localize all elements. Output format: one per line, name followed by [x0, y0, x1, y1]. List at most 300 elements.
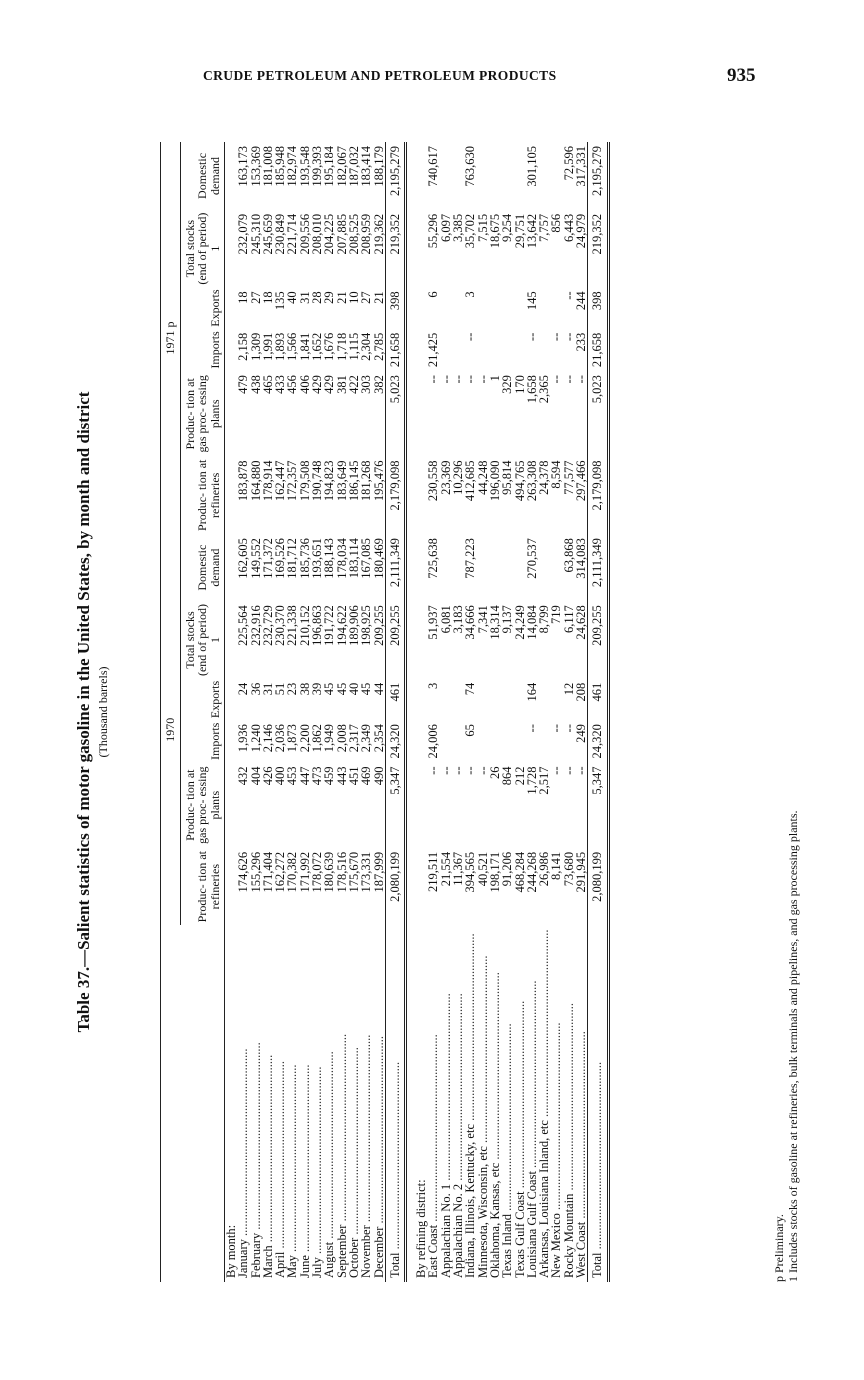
cell: 178,072	[310, 851, 325, 893]
cell	[477, 534, 489, 601]
cell: 208,010	[310, 213, 325, 255]
leader-dots: ............................................................	[260, 1054, 275, 1246]
cell	[440, 720, 452, 762]
cell: 36	[248, 682, 263, 696]
cell: 1,652	[310, 332, 325, 361]
cell	[489, 287, 501, 328]
month-section-heading-label: By month:	[224, 1224, 238, 1278]
cell: 6,081	[438, 605, 453, 634]
cell: 185,948	[273, 146, 288, 187]
row-label-text: January	[236, 1239, 251, 1278]
cell: 91,206	[500, 851, 515, 887]
cell: 6,117	[561, 605, 576, 633]
cell: --	[426, 766, 441, 775]
cell: 232,729	[260, 605, 275, 646]
column-header: Domestic demand	[180, 534, 225, 601]
cell: --	[524, 724, 539, 733]
cell	[538, 287, 550, 328]
cell: 21	[371, 291, 386, 304]
row-label-text: September	[334, 1224, 349, 1278]
cell: 317,331	[574, 146, 589, 187]
district-section-heading-label: By refining district:	[414, 1179, 429, 1278]
leader-dots: ............................................................	[561, 1003, 576, 1194]
cell: --	[463, 766, 478, 775]
cell: --	[475, 375, 490, 384]
cell	[440, 287, 452, 328]
cell: 1,309	[248, 332, 263, 361]
cell: 164,880	[248, 460, 263, 502]
row-label-text: August	[322, 1241, 337, 1278]
cell: 44,248	[475, 460, 490, 495]
cell: --	[549, 375, 564, 384]
cell	[489, 329, 501, 371]
cell: 163,173	[236, 146, 251, 187]
cell: 45	[359, 682, 374, 696]
row-label	[385, 925, 405, 1282]
cell: 245,659	[260, 213, 275, 255]
cell: 1,566	[285, 332, 300, 361]
cell	[514, 679, 526, 720]
cell: 185,736	[297, 538, 312, 579]
cell	[489, 534, 501, 601]
cell: 400	[273, 766, 288, 786]
cell: 490	[371, 766, 386, 786]
row-label-text: February	[248, 1232, 263, 1278]
cell: 181,712	[285, 538, 300, 579]
leader-dots: ............................................................	[549, 1022, 564, 1214]
row-label-text: December	[371, 1226, 386, 1278]
cell: 181,268	[359, 460, 374, 502]
leader-dots: ............................................................	[451, 993, 466, 1184]
cell: 2,080,199	[385, 848, 405, 926]
cell: --	[451, 766, 466, 775]
row-label-text: New Mexico	[549, 1213, 564, 1278]
cell: 28	[310, 291, 325, 304]
cell: 1	[487, 375, 502, 382]
cell: 26	[487, 766, 502, 779]
leader-dots: ............................................................	[346, 1047, 361, 1238]
cell: 8,594	[549, 460, 564, 489]
cell: 244,268	[524, 851, 539, 893]
column-header: Produc- tion at gas proc- essing plants	[180, 763, 225, 848]
cell: 2,080,199	[588, 848, 608, 926]
cell: --	[463, 332, 478, 342]
cell: 51,937	[426, 605, 441, 640]
cell: 3,183	[451, 605, 466, 634]
cell: 787,223	[463, 538, 478, 579]
row-label-text: East Coast	[426, 1224, 441, 1278]
cell: 170	[512, 375, 527, 394]
cell	[440, 142, 452, 210]
cell: 24,249	[512, 605, 527, 640]
cell: 422	[346, 375, 361, 394]
cell: 174,626	[236, 851, 251, 893]
row-label-text: July	[310, 1257, 325, 1278]
cell	[550, 287, 562, 328]
cell: 740,617	[426, 146, 441, 187]
leader-dots: ............................................................	[590, 1061, 605, 1253]
cell: 11,367	[451, 851, 466, 886]
year-header-1970: 1970	[161, 534, 181, 925]
stub-header	[161, 925, 181, 1282]
cell	[514, 142, 526, 210]
cell: 12	[561, 682, 576, 696]
cell	[440, 534, 452, 601]
cell: 34,666	[463, 605, 478, 640]
cell: 763,630	[463, 146, 478, 187]
leader-dots: ............................................................	[285, 1064, 300, 1256]
cell: 24,979	[574, 213, 589, 249]
cell	[501, 287, 513, 328]
cell: 188,179	[371, 146, 386, 187]
cell: 433	[273, 375, 288, 394]
cell	[501, 534, 513, 601]
cell: 233	[574, 332, 589, 352]
cell: 194,823	[322, 460, 337, 502]
cell: 189,906	[346, 605, 361, 646]
cell: 301,105	[524, 146, 539, 187]
cell: 429	[310, 375, 325, 394]
leader-dots: ............................................................	[524, 980, 539, 1172]
cell: 6,443	[561, 213, 576, 243]
cell: 270,537	[524, 538, 539, 579]
cell: 6,097	[438, 213, 453, 243]
cell: 73,680	[561, 851, 576, 887]
cell: 21,425	[426, 332, 441, 368]
cell: 171,404	[260, 851, 275, 893]
cell	[489, 679, 501, 720]
cell: 183,649	[334, 460, 349, 502]
cell: 2,179,098	[588, 457, 608, 535]
cell: 208	[574, 682, 589, 702]
cell: 31	[260, 682, 275, 696]
cell	[477, 679, 489, 720]
cell	[477, 720, 489, 762]
cell: 230,849	[273, 213, 288, 255]
cell: 7,515	[475, 213, 490, 243]
cell: 2,195,279	[385, 142, 405, 210]
row-label-text: Arkansas, Louisiana Inland, etc	[537, 1120, 552, 1278]
cell: 2,317	[346, 724, 361, 753]
cell	[538, 534, 550, 601]
column-header: Produc- tion at refineries	[180, 457, 225, 535]
cell: --	[451, 375, 466, 384]
table-body	[225, 142, 609, 1282]
cell: 162,447	[273, 460, 288, 502]
cell: 303	[359, 375, 374, 394]
cell: 178,516	[334, 851, 349, 893]
cell: 2,354	[371, 724, 386, 753]
cell: 5,347	[588, 763, 608, 848]
cell: 24	[236, 682, 251, 696]
cell: 209,255	[385, 601, 405, 679]
cell: 45	[322, 682, 337, 696]
footnote-preliminary: p Preliminary.	[772, 1214, 786, 1282]
cell	[489, 720, 501, 762]
cell: 14,084	[524, 605, 539, 640]
cell: 164	[524, 682, 539, 702]
cell: 77,577	[561, 460, 576, 495]
cell: --	[561, 724, 576, 733]
cell: 194,622	[334, 605, 349, 646]
cell: 196,090	[487, 460, 502, 502]
cell	[501, 720, 513, 762]
cell: 191,722	[322, 605, 337, 646]
cell: 230,558	[426, 460, 441, 502]
cell: 196,863	[310, 605, 325, 646]
cell: 9,254	[500, 213, 515, 243]
cell: 188,143	[322, 538, 337, 579]
row-label-text: May	[285, 1255, 300, 1278]
cell: --	[549, 332, 564, 342]
cell: 2,036	[273, 724, 288, 753]
cell: 8,141	[549, 851, 564, 880]
cell	[514, 720, 526, 762]
cell: --	[463, 375, 478, 384]
cell: 2,200	[297, 724, 312, 753]
cell: 2,179,098	[385, 457, 405, 535]
stub-header-blank	[180, 925, 225, 1282]
cell	[514, 287, 526, 328]
cell	[440, 679, 452, 720]
cell: 406	[297, 375, 312, 394]
cell: 479	[236, 375, 251, 394]
row-label-text: March	[260, 1245, 275, 1278]
leader-dots: ............................................................	[310, 1066, 325, 1258]
column-header: Total stocks (end of period) 1	[180, 601, 225, 679]
cell: --	[438, 766, 453, 775]
cell: 461	[385, 679, 405, 720]
cell: 24,006	[426, 724, 441, 759]
cell: 209,556	[297, 213, 312, 255]
cell: 145	[524, 291, 539, 311]
cell: 856	[549, 213, 564, 233]
cell: 429	[322, 375, 337, 394]
cell: --	[524, 332, 539, 342]
cell: 18	[260, 291, 275, 304]
cell: 412,685	[463, 460, 478, 502]
cell	[538, 679, 550, 720]
cell: 40	[285, 291, 300, 304]
cell: 179,508	[297, 460, 312, 502]
cell	[538, 142, 550, 210]
leader-dots: ............................................................	[475, 955, 490, 1147]
column-header-row	[180, 142, 225, 1282]
cell: 173,331	[359, 851, 374, 893]
running-title: CRUDE PETROLEUM AND PETROLEUM PRODUCTS	[203, 68, 557, 83]
cell: 2,365	[537, 375, 552, 404]
cell: 209,255	[588, 601, 608, 679]
cell: --	[561, 291, 576, 300]
cell: 1,115	[346, 332, 361, 361]
cell: 178,034	[334, 538, 349, 579]
gasoline-statistics-table	[160, 142, 610, 1282]
district-total-row	[588, 142, 608, 1282]
column-header: Domestic demand	[180, 142, 225, 210]
cell: 297,466	[574, 460, 589, 502]
cell: 204,225	[322, 213, 337, 255]
row-label-text: Rocky Mountain	[561, 1193, 576, 1278]
cell: 23	[285, 682, 300, 696]
row-label	[373, 925, 386, 1282]
cell: 398	[588, 287, 608, 328]
cell: 1,841	[297, 332, 312, 361]
cell: 1,676	[322, 332, 337, 361]
cell	[501, 679, 513, 720]
row-label-text: Appalachian No. 2	[451, 1183, 466, 1278]
footnotes	[772, 810, 800, 1282]
row-label-text: Total	[387, 1252, 402, 1278]
cell: 5,023	[385, 371, 405, 456]
cell: 10	[346, 291, 361, 304]
cell: 263,308	[524, 460, 539, 502]
cell: 5,347	[385, 763, 405, 848]
leader-dots: ............................................................	[359, 1034, 374, 1226]
leader-dots: ............................................................	[387, 1061, 402, 1253]
cell: --	[549, 724, 564, 733]
cell: 18	[236, 291, 251, 304]
cell: 65	[463, 724, 478, 737]
cell: 23,369	[438, 460, 453, 495]
cell: 249	[574, 724, 589, 743]
cell: 494,765	[512, 460, 527, 502]
cell: 162,605	[236, 538, 251, 579]
cell	[477, 142, 489, 210]
cell: 219,352	[385, 210, 405, 288]
cell: 183,878	[236, 460, 251, 502]
row-label-text: Oklahoma, Kansas, etc	[487, 1162, 502, 1278]
cell: 24,628	[574, 605, 589, 640]
cell: 198,171	[487, 851, 502, 893]
cell: 180,469	[371, 538, 386, 579]
cell: 175,670	[346, 851, 361, 893]
cell: 1,873	[285, 724, 300, 753]
cell: 3,385	[451, 213, 466, 243]
cell: 2,785	[371, 332, 386, 361]
cell	[477, 329, 489, 371]
cell: 44	[371, 682, 386, 696]
cell: 461	[588, 679, 608, 720]
cell: 1,728	[524, 766, 539, 795]
cell: 469	[359, 766, 374, 786]
cell: 27	[248, 291, 263, 304]
row-label-text: Indiana, Illinois, Kentucky, etc	[463, 1123, 478, 1278]
cell: 2,158	[236, 332, 251, 361]
cell: 1,991	[260, 332, 275, 361]
cell: 190,748	[310, 460, 325, 502]
cell: 39	[310, 682, 325, 696]
cell: 9,137	[500, 605, 515, 634]
leader-dots: ............................................................	[500, 1023, 515, 1214]
leader-dots: ............................................................	[512, 1000, 527, 1192]
cell: 198,925	[359, 605, 374, 646]
footnote-stocks: 1 Includes stocks of gasoline at refineries, bulk terminals and pipelines, and gas processing plants.	[786, 810, 800, 1282]
row-label	[575, 925, 588, 1282]
row-label-text: Louisiana Gulf Coast	[524, 1171, 539, 1278]
cell: 155,296	[248, 851, 263, 893]
leader-dots: ............................................................	[371, 1036, 386, 1227]
cell: 7,757	[537, 213, 552, 243]
cell: 181,008	[260, 146, 275, 187]
cell: 443	[334, 766, 349, 786]
cell: 864	[500, 766, 515, 786]
cell: 232,079	[236, 213, 251, 255]
cell: --	[561, 375, 576, 384]
rotated-table-page	[52, 132, 812, 1292]
cell: 221,714	[285, 213, 300, 255]
cell: 31	[297, 291, 312, 304]
cell: 219,362	[371, 213, 386, 255]
cell: 193,651	[310, 538, 325, 579]
leader-dots: ............................................................	[426, 1034, 441, 1225]
cell: 212	[512, 766, 527, 786]
cell: 63,868	[561, 538, 576, 573]
cell: 186,145	[346, 460, 361, 502]
cell: 21,658	[385, 329, 405, 371]
cell: 40	[346, 682, 361, 696]
cell: 219,352	[588, 210, 608, 288]
cell: --	[561, 332, 576, 342]
row-label	[588, 925, 608, 1282]
cell: 459	[322, 766, 337, 786]
cell	[514, 329, 526, 371]
cell: 465	[260, 375, 275, 394]
cell	[550, 534, 562, 601]
cell: 24,320	[588, 720, 608, 762]
cell: 432	[236, 766, 251, 786]
cell: 438	[248, 375, 263, 394]
cell: 244	[574, 291, 589, 311]
cell: 2,146	[260, 724, 275, 753]
cell	[550, 679, 562, 720]
cell: 35,702	[463, 213, 478, 249]
cell: 456	[285, 375, 300, 394]
cell: 24,320	[385, 720, 405, 762]
cell: 209,255	[371, 605, 386, 646]
cell: 162,272	[273, 851, 288, 893]
cell: 187,032	[346, 146, 361, 187]
cell: 171,372	[260, 538, 275, 579]
cell: 183,414	[359, 146, 374, 187]
leader-dots: ............................................................	[487, 972, 502, 1163]
row-label-text: Texas Inland	[500, 1213, 515, 1278]
district-section-heading	[406, 142, 428, 1282]
cell: 1,658	[524, 375, 539, 404]
cell: 72,596	[561, 146, 576, 181]
cell: 473	[310, 766, 325, 786]
cell: 183,114	[346, 538, 361, 579]
cell: 21,554	[438, 851, 453, 887]
cell	[550, 142, 562, 210]
cell: 149,552	[248, 538, 263, 579]
row-label-text: West Coast	[574, 1221, 589, 1278]
cell: 221,338	[285, 605, 300, 646]
cell: 7,341	[475, 605, 490, 634]
cell: 208,959	[359, 213, 374, 255]
cell: 38	[297, 682, 312, 696]
cell: 187,999	[371, 851, 386, 893]
cell: --	[574, 766, 589, 775]
cell: 208,525	[346, 213, 361, 255]
leader-dots: ............................................................	[248, 1042, 263, 1233]
column-header: Total stocks (end of period) 1	[180, 210, 225, 288]
leader-dots: ............................................................	[273, 1060, 288, 1252]
cell: 29	[322, 291, 337, 304]
cell: 21,658	[588, 329, 608, 371]
cell: 193,548	[297, 146, 312, 187]
cell: 29,751	[512, 213, 527, 249]
row-label-text: June	[297, 1255, 312, 1278]
